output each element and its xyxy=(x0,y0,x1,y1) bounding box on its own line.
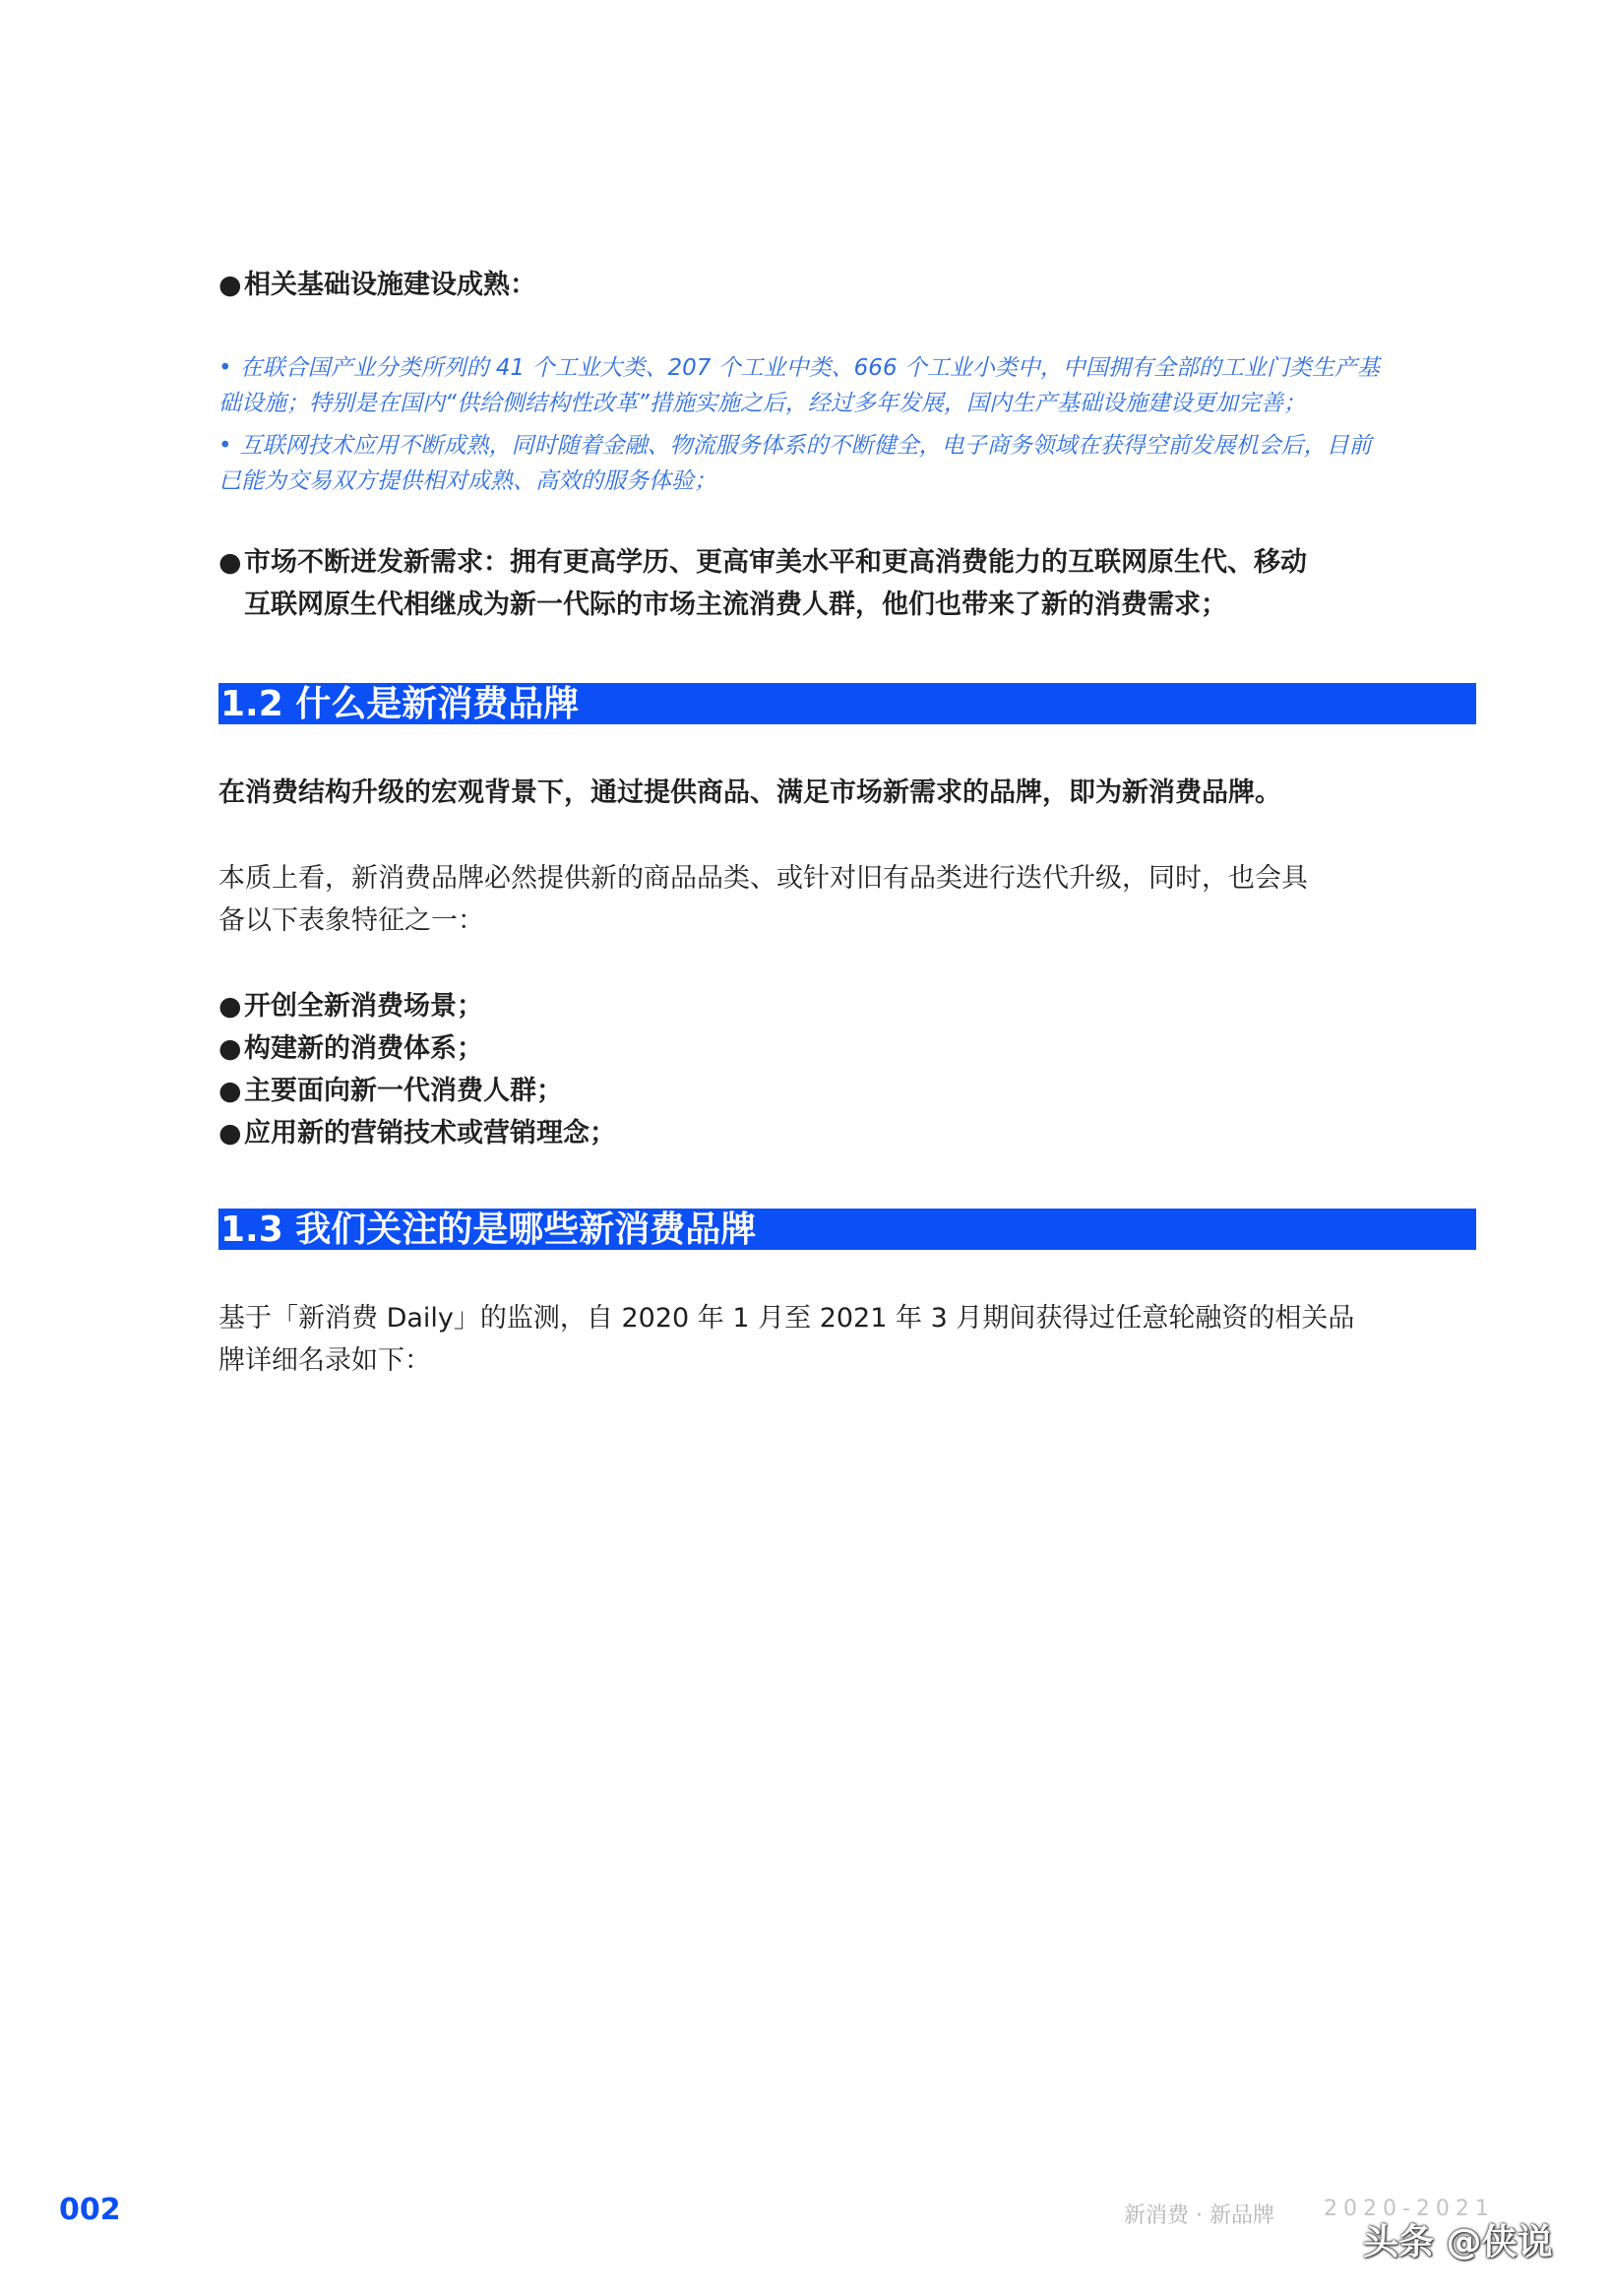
list-item-text: 主要面向新一代消费人群； xyxy=(244,1076,563,1106)
essence-paragraph xyxy=(218,857,1476,942)
footer-year: 2020-2021 xyxy=(1324,2197,1495,2221)
bullet-dot: ● xyxy=(218,270,242,300)
bullet-dot: ● xyxy=(218,547,242,578)
bullet-dot: ● xyxy=(218,1076,242,1106)
list-item xyxy=(218,1112,616,1154)
page-number: 002 xyxy=(59,2193,121,2227)
bullet-market-demand-line1: 市场不断迸发新需求：拥有更高学历、更高审美水平和更高消费能力的互联网原生代、移动 xyxy=(244,547,1307,578)
bullet-market-demand-line2: 互联网原生代相继成为新一代际的市场主流消费人群，他们也带来了新的消费需求； xyxy=(244,590,1227,620)
bullet-dot: ● xyxy=(218,991,242,1022)
bullet-market-demand xyxy=(218,541,1476,626)
bullet-dot: ● xyxy=(218,1033,242,1064)
sub-item-internet xyxy=(218,428,1476,499)
bullet-dot: ● xyxy=(218,1118,242,1148)
essence-line1: 本质上看，新消费品牌必然提供新的商品品类、或针对旧有品类进行迭代升级，同时，也会具 xyxy=(218,863,1308,894)
list-item xyxy=(218,1070,563,1112)
list-item xyxy=(218,985,483,1027)
monitor-paragraph xyxy=(218,1297,1476,1382)
sub-item-industry-line1: 在联合国产业分类所列的 41 个工业大类、207 个工业中类、666 个工业小类中，中国拥有全部的工业门类生产基 xyxy=(239,355,1380,381)
sub-item-internet-line1: 互联网技术应用不断成熟，同时随着金融、物流服务体系的不断健全，电子商务领域在获得空前发展机会后，目前 xyxy=(239,433,1372,459)
list-item-text: 构建新的消费体系； xyxy=(244,1033,483,1064)
monitor-line1: 基于「新消费 Daily」的监测，自 2020 年 1 月至 2021 年 3 月期间获得过任意轮融资的相关品 xyxy=(218,1303,1355,1334)
list-item xyxy=(218,1027,483,1070)
section-heading-1-3: 1.3 我们关注的是哪些新消费品牌 xyxy=(218,1209,1476,1250)
sub-item-mark: • xyxy=(218,355,232,381)
bullet-infrastructure-text: 相关基础设施建设成熟： xyxy=(244,270,536,300)
monitor-line2: 牌详细名录如下： xyxy=(218,1345,431,1376)
definition-paragraph: 在消费结构升级的宏观背景下，通过提供商品、满足市场新需求的品牌，即为新消费品牌。 xyxy=(218,777,1281,808)
watermark: 头条 @侠说 xyxy=(1363,2222,1553,2263)
sub-item-industry-line2: 础设施；特别是在国内“供给侧结构性改革”措施实施之后，经过多年发展，国内生产基础设施建设更加完善； xyxy=(218,391,1306,416)
list-item-text: 开创全新消费场景； xyxy=(244,991,483,1022)
section-heading-1-2: 1.2 什么是新消费品牌 xyxy=(218,683,1476,724)
bullet-infrastructure xyxy=(218,264,1476,306)
sub-item-internet-line2: 已能为交易双方提供相对成熟、高效的服务体验； xyxy=(218,468,716,494)
essence-line2: 备以下表象特征之一： xyxy=(218,905,484,936)
footer-title: 新消费 · 新品牌 xyxy=(1124,2203,1274,2228)
sub-item-industry xyxy=(218,350,1476,421)
sub-item-mark: • xyxy=(218,433,232,459)
list-item-text: 应用新的营销技术或营销理念； xyxy=(244,1118,616,1148)
